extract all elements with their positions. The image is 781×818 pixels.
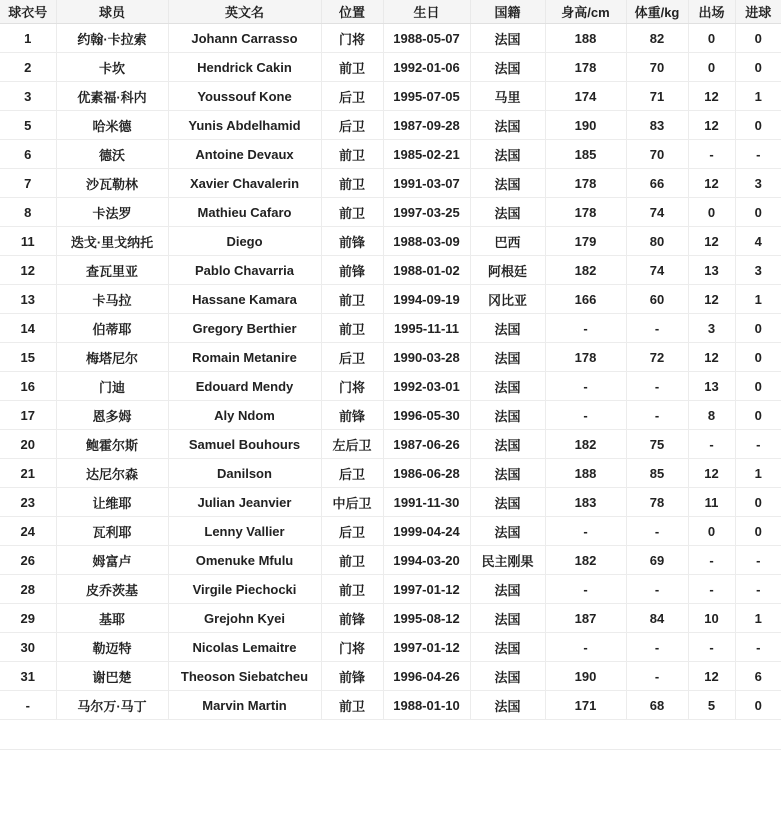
cell-name-cn: 鲍霍尔斯 (56, 430, 168, 459)
cell-birthday: 1986-06-28 (383, 459, 470, 488)
cell-nationality: 冈比亚 (470, 285, 545, 314)
cell-goals: 3 (735, 256, 781, 285)
cell-height: 182 (545, 256, 626, 285)
cell-nationality: 法国 (470, 53, 545, 82)
cell-position: 前锋 (321, 256, 383, 285)
cell-name-cn: 让维耶 (56, 488, 168, 517)
table-row (0, 256, 781, 285)
cell-weight: 75 (626, 430, 688, 459)
cell-jersey: 21 (0, 459, 56, 488)
cell-nationality: 法国 (470, 372, 545, 401)
cell-birthday: 1991-03-07 (383, 169, 470, 198)
cell-appearances: - (688, 430, 735, 459)
table-row (0, 227, 781, 256)
cell-weight: - (626, 401, 688, 430)
cell-position: 前卫 (321, 198, 383, 227)
cell-appearances: 12 (688, 285, 735, 314)
cell-height: - (545, 633, 626, 662)
cell-name-en: Johann Carrasso (168, 24, 321, 53)
cell-jersey: 30 (0, 633, 56, 662)
cell-nationality: 法国 (470, 198, 545, 227)
cell-weight: 71 (626, 82, 688, 111)
cell-birthday: 1985-02-21 (383, 140, 470, 169)
table-row (0, 430, 781, 459)
cell-height: - (545, 575, 626, 604)
cell-weight: - (626, 517, 688, 546)
cell-name-cn: 恩多姆 (56, 401, 168, 430)
cell-height: 185 (545, 140, 626, 169)
cell-height: 171 (545, 691, 626, 720)
cell-nationality: 法国 (470, 314, 545, 343)
cell-name-cn: 卡坎 (56, 53, 168, 82)
cell-birthday: 1988-05-07 (383, 24, 470, 53)
cell-height: 190 (545, 662, 626, 691)
cell-nationality: 法国 (470, 662, 545, 691)
table-row (0, 633, 781, 662)
cell-weight: 70 (626, 53, 688, 82)
cell-nationality: 法国 (470, 633, 545, 662)
cell-nationality: 法国 (470, 430, 545, 459)
cell-jersey: 3 (0, 82, 56, 111)
table-row (0, 343, 781, 372)
cell-goals: 0 (735, 517, 781, 546)
cell-appearances: 12 (688, 82, 735, 111)
table-row (0, 488, 781, 517)
cell-height: - (545, 314, 626, 343)
cell-birthday: 1999-04-24 (383, 517, 470, 546)
cell-name-en: Yunis Abdelhamid (168, 111, 321, 140)
cell-appearances: 12 (688, 459, 735, 488)
cell-appearances: - (688, 633, 735, 662)
cell-appearances: - (688, 546, 735, 575)
header-row (0, 0, 781, 24)
cell-position: 后卫 (321, 111, 383, 140)
cell-name-en: Edouard Mendy (168, 372, 321, 401)
cell-height: 178 (545, 169, 626, 198)
cell-appearances: 12 (688, 343, 735, 372)
cell-weight: 74 (626, 256, 688, 285)
cell-position: 前卫 (321, 140, 383, 169)
table-body (0, 24, 781, 720)
cell-name-en: Theoson Siebatcheu (168, 662, 321, 691)
cell-weight: 72 (626, 343, 688, 372)
cell-nationality: 法国 (470, 575, 545, 604)
cell-weight: 74 (626, 198, 688, 227)
table-row (0, 459, 781, 488)
cell-height: - (545, 372, 626, 401)
cell-name-cn: 卡法罗 (56, 198, 168, 227)
cell-nationality: 法国 (470, 604, 545, 633)
cell-jersey: 26 (0, 546, 56, 575)
cell-jersey: 1 (0, 24, 56, 53)
cell-name-en: Danilson (168, 459, 321, 488)
cell-birthday: 1997-03-25 (383, 198, 470, 227)
cell-name-cn: 卡马拉 (56, 285, 168, 314)
cell-height: 178 (545, 343, 626, 372)
cell-nationality: 法国 (470, 401, 545, 430)
cell-appearances: 3 (688, 314, 735, 343)
cell-weight: 85 (626, 459, 688, 488)
cell-weight: 82 (626, 24, 688, 53)
table-row (0, 314, 781, 343)
column-header-name-en: 英文名 (168, 0, 321, 24)
cell-height: 166 (545, 285, 626, 314)
cell-birthday: 1996-05-30 (383, 401, 470, 430)
cell-position: 前卫 (321, 546, 383, 575)
column-header-position: 位置 (321, 0, 383, 24)
cell-nationality: 法国 (470, 517, 545, 546)
cell-jersey: 31 (0, 662, 56, 691)
table-row (0, 546, 781, 575)
cell-position: 后卫 (321, 517, 383, 546)
column-header-birthday: 生日 (383, 0, 470, 24)
cell-appearances: 13 (688, 372, 735, 401)
cell-birthday: 1990-03-28 (383, 343, 470, 372)
cell-name-cn: 马尔万·马丁 (56, 691, 168, 720)
cell-weight: 70 (626, 140, 688, 169)
cell-goals: 1 (735, 285, 781, 314)
table-row (0, 372, 781, 401)
cell-birthday: 1994-03-20 (383, 546, 470, 575)
cell-jersey: 20 (0, 430, 56, 459)
cell-appearances: 0 (688, 517, 735, 546)
cell-name-cn: 勒迈特 (56, 633, 168, 662)
cell-appearances: 8 (688, 401, 735, 430)
cell-name-cn: 谢巴楚 (56, 662, 168, 691)
cell-position: 前卫 (321, 314, 383, 343)
cell-jersey: 13 (0, 285, 56, 314)
cell-name-en: Julian Jeanvier (168, 488, 321, 517)
column-header-appearances: 出场 (688, 0, 735, 24)
cell-position: 前锋 (321, 227, 383, 256)
cell-jersey: 24 (0, 517, 56, 546)
cell-position: 前锋 (321, 604, 383, 633)
cell-weight: - (626, 575, 688, 604)
cell-birthday: 1987-09-28 (383, 111, 470, 140)
cell-name-cn: 迭戈·里戈纳托 (56, 227, 168, 256)
cell-jersey: 17 (0, 401, 56, 430)
cell-goals: - (735, 430, 781, 459)
cell-appearances: 12 (688, 662, 735, 691)
cell-height: 178 (545, 53, 626, 82)
cell-jersey: 23 (0, 488, 56, 517)
cell-weight: 78 (626, 488, 688, 517)
cell-name-en: Pablo Chavarria (168, 256, 321, 285)
cell-position: 前锋 (321, 662, 383, 691)
cell-goals: 4 (735, 227, 781, 256)
cell-name-cn: 达尼尔森 (56, 459, 168, 488)
cell-birthday: 1988-03-09 (383, 227, 470, 256)
cell-name-cn: 哈米德 (56, 111, 168, 140)
section-divider (0, 749, 781, 750)
cell-name-en: Omenuke Mfulu (168, 546, 321, 575)
cell-name-en: Diego (168, 227, 321, 256)
cell-birthday: 1996-04-26 (383, 662, 470, 691)
column-header-jersey: 球衣号 (0, 0, 56, 24)
cell-name-cn: 瓦利耶 (56, 517, 168, 546)
cell-weight: 66 (626, 169, 688, 198)
cell-jersey: 5 (0, 111, 56, 140)
cell-name-cn: 德沃 (56, 140, 168, 169)
table-row (0, 575, 781, 604)
table-row (0, 140, 781, 169)
cell-height: - (545, 517, 626, 546)
cell-height: 178 (545, 198, 626, 227)
column-header-goals: 进球 (735, 0, 781, 24)
table-row (0, 111, 781, 140)
cell-weight: 60 (626, 285, 688, 314)
cell-nationality: 法国 (470, 459, 545, 488)
cell-position: 前卫 (321, 691, 383, 720)
cell-jersey: 29 (0, 604, 56, 633)
cell-name-cn: 梅塔尼尔 (56, 343, 168, 372)
cell-weight: 80 (626, 227, 688, 256)
cell-position: 左后卫 (321, 430, 383, 459)
cell-jersey: 2 (0, 53, 56, 82)
cell-nationality: 法国 (470, 691, 545, 720)
column-header-nationality: 国籍 (470, 0, 545, 24)
cell-goals: 1 (735, 82, 781, 111)
cell-jersey: 14 (0, 314, 56, 343)
cell-appearances: 0 (688, 198, 735, 227)
cell-birthday: 1992-01-06 (383, 53, 470, 82)
table-row (0, 662, 781, 691)
cell-weight: 68 (626, 691, 688, 720)
cell-weight: - (626, 372, 688, 401)
cell-name-en: Youssouf Kone (168, 82, 321, 111)
cell-weight: - (626, 662, 688, 691)
cell-appearances: 12 (688, 227, 735, 256)
cell-height: 182 (545, 546, 626, 575)
cell-weight: 84 (626, 604, 688, 633)
cell-appearances: 0 (688, 24, 735, 53)
cell-name-cn: 门迪 (56, 372, 168, 401)
cell-name-en: Hassane Kamara (168, 285, 321, 314)
cell-goals: - (735, 575, 781, 604)
cell-goals: - (735, 140, 781, 169)
table-row (0, 53, 781, 82)
cell-nationality: 马里 (470, 82, 545, 111)
cell-height: 179 (545, 227, 626, 256)
cell-name-cn: 沙瓦勒林 (56, 169, 168, 198)
cell-birthday: 1997-01-12 (383, 633, 470, 662)
cell-nationality: 阿根廷 (470, 256, 545, 285)
cell-birthday: 1997-01-12 (383, 575, 470, 604)
cell-goals: 1 (735, 604, 781, 633)
cell-goals: 0 (735, 691, 781, 720)
cell-position: 后卫 (321, 343, 383, 372)
cell-weight: 83 (626, 111, 688, 140)
cell-goals: 0 (735, 198, 781, 227)
cell-appearances: 10 (688, 604, 735, 633)
cell-appearances: 5 (688, 691, 735, 720)
cell-name-cn: 皮乔茨基 (56, 575, 168, 604)
cell-appearances: 12 (688, 111, 735, 140)
cell-birthday: 1988-01-02 (383, 256, 470, 285)
cell-jersey: 11 (0, 227, 56, 256)
cell-birthday: 1994-09-19 (383, 285, 470, 314)
cell-appearances: 0 (688, 53, 735, 82)
cell-name-cn: 优素福·科内 (56, 82, 168, 111)
cell-name-en: Gregory Berthier (168, 314, 321, 343)
cell-weight: - (626, 314, 688, 343)
cell-height: 183 (545, 488, 626, 517)
cell-height: - (545, 401, 626, 430)
table-row (0, 401, 781, 430)
cell-birthday: 1995-08-12 (383, 604, 470, 633)
cell-goals: 0 (735, 488, 781, 517)
cell-goals: 3 (735, 169, 781, 198)
cell-position: 后卫 (321, 459, 383, 488)
cell-name-en: Marvin Martin (168, 691, 321, 720)
cell-height: 190 (545, 111, 626, 140)
cell-goals: - (735, 633, 781, 662)
cell-goals: 0 (735, 401, 781, 430)
cell-birthday: 1995-07-05 (383, 82, 470, 111)
cell-goals: 0 (735, 53, 781, 82)
cell-appearances: 12 (688, 169, 735, 198)
table-row (0, 517, 781, 546)
cell-goals: 0 (735, 343, 781, 372)
cell-name-cn: 伯蒂耶 (56, 314, 168, 343)
cell-height: 174 (545, 82, 626, 111)
cell-name-en: Lenny Vallier (168, 517, 321, 546)
cell-jersey: 8 (0, 198, 56, 227)
table-row (0, 169, 781, 198)
cell-name-cn: 姆富卢 (56, 546, 168, 575)
cell-position: 前卫 (321, 575, 383, 604)
cell-jersey: - (0, 691, 56, 720)
cell-name-en: Aly Ndom (168, 401, 321, 430)
table-row (0, 198, 781, 227)
cell-jersey: 6 (0, 140, 56, 169)
cell-position: 中后卫 (321, 488, 383, 517)
cell-weight: 69 (626, 546, 688, 575)
column-header-name-cn: 球员 (56, 0, 168, 24)
cell-goals: 0 (735, 372, 781, 401)
cell-nationality: 法国 (470, 111, 545, 140)
cell-weight: - (626, 633, 688, 662)
cell-nationality: 巴西 (470, 227, 545, 256)
table-row (0, 604, 781, 633)
cell-position: 前卫 (321, 53, 383, 82)
cell-height: 182 (545, 430, 626, 459)
cell-name-cn: 查瓦里亚 (56, 256, 168, 285)
column-header-height: 身高/cm (545, 0, 626, 24)
cell-goals: 6 (735, 662, 781, 691)
table-row (0, 24, 781, 53)
cell-position: 门将 (321, 633, 383, 662)
cell-position: 前锋 (321, 401, 383, 430)
cell-appearances: 13 (688, 256, 735, 285)
cell-name-en: Virgile Piechocki (168, 575, 321, 604)
cell-nationality: 法国 (470, 24, 545, 53)
cell-jersey: 12 (0, 256, 56, 285)
cell-goals: 0 (735, 24, 781, 53)
cell-position: 门将 (321, 372, 383, 401)
cell-name-en: Samuel Bouhours (168, 430, 321, 459)
table-row (0, 285, 781, 314)
cell-name-en: Grejohn Kyei (168, 604, 321, 633)
cell-height: 187 (545, 604, 626, 633)
cell-birthday: 1987-06-26 (383, 430, 470, 459)
cell-height: 188 (545, 459, 626, 488)
cell-nationality: 法国 (470, 488, 545, 517)
cell-birthday: 1995-11-11 (383, 314, 470, 343)
cell-goals: 0 (735, 111, 781, 140)
cell-birthday: 1991-11-30 (383, 488, 470, 517)
table-row (0, 82, 781, 111)
cell-nationality: 法国 (470, 343, 545, 372)
cell-jersey: 28 (0, 575, 56, 604)
table-row (0, 691, 781, 720)
column-header-weight: 体重/kg (626, 0, 688, 24)
cell-position: 后卫 (321, 82, 383, 111)
cell-position: 门将 (321, 24, 383, 53)
cell-jersey: 15 (0, 343, 56, 372)
cell-name-en: Mathieu Cafaro (168, 198, 321, 227)
cell-name-cn: 约翰·卡拉索 (56, 24, 168, 53)
cell-name-en: Antoine Devaux (168, 140, 321, 169)
cell-name-cn: 基耶 (56, 604, 168, 633)
cell-goals: 1 (735, 459, 781, 488)
cell-appearances: - (688, 575, 735, 604)
cell-height: 188 (545, 24, 626, 53)
cell-appearances: - (688, 140, 735, 169)
cell-name-en: Hendrick Cakin (168, 53, 321, 82)
cell-jersey: 7 (0, 169, 56, 198)
cell-birthday: 1992-03-01 (383, 372, 470, 401)
cell-position: 前卫 (321, 285, 383, 314)
cell-appearances: 11 (688, 488, 735, 517)
cell-position: 前卫 (321, 169, 383, 198)
cell-birthday: 1988-01-10 (383, 691, 470, 720)
cell-nationality: 法国 (470, 169, 545, 198)
cell-goals: - (735, 546, 781, 575)
cell-nationality: 法国 (470, 140, 545, 169)
cell-name-en: Nicolas Lemaitre (168, 633, 321, 662)
cell-name-en: Romain Metanire (168, 343, 321, 372)
cell-jersey: 16 (0, 372, 56, 401)
cell-name-en: Xavier Chavalerin (168, 169, 321, 198)
cell-goals: 0 (735, 314, 781, 343)
cell-nationality: 民主刚果 (470, 546, 545, 575)
